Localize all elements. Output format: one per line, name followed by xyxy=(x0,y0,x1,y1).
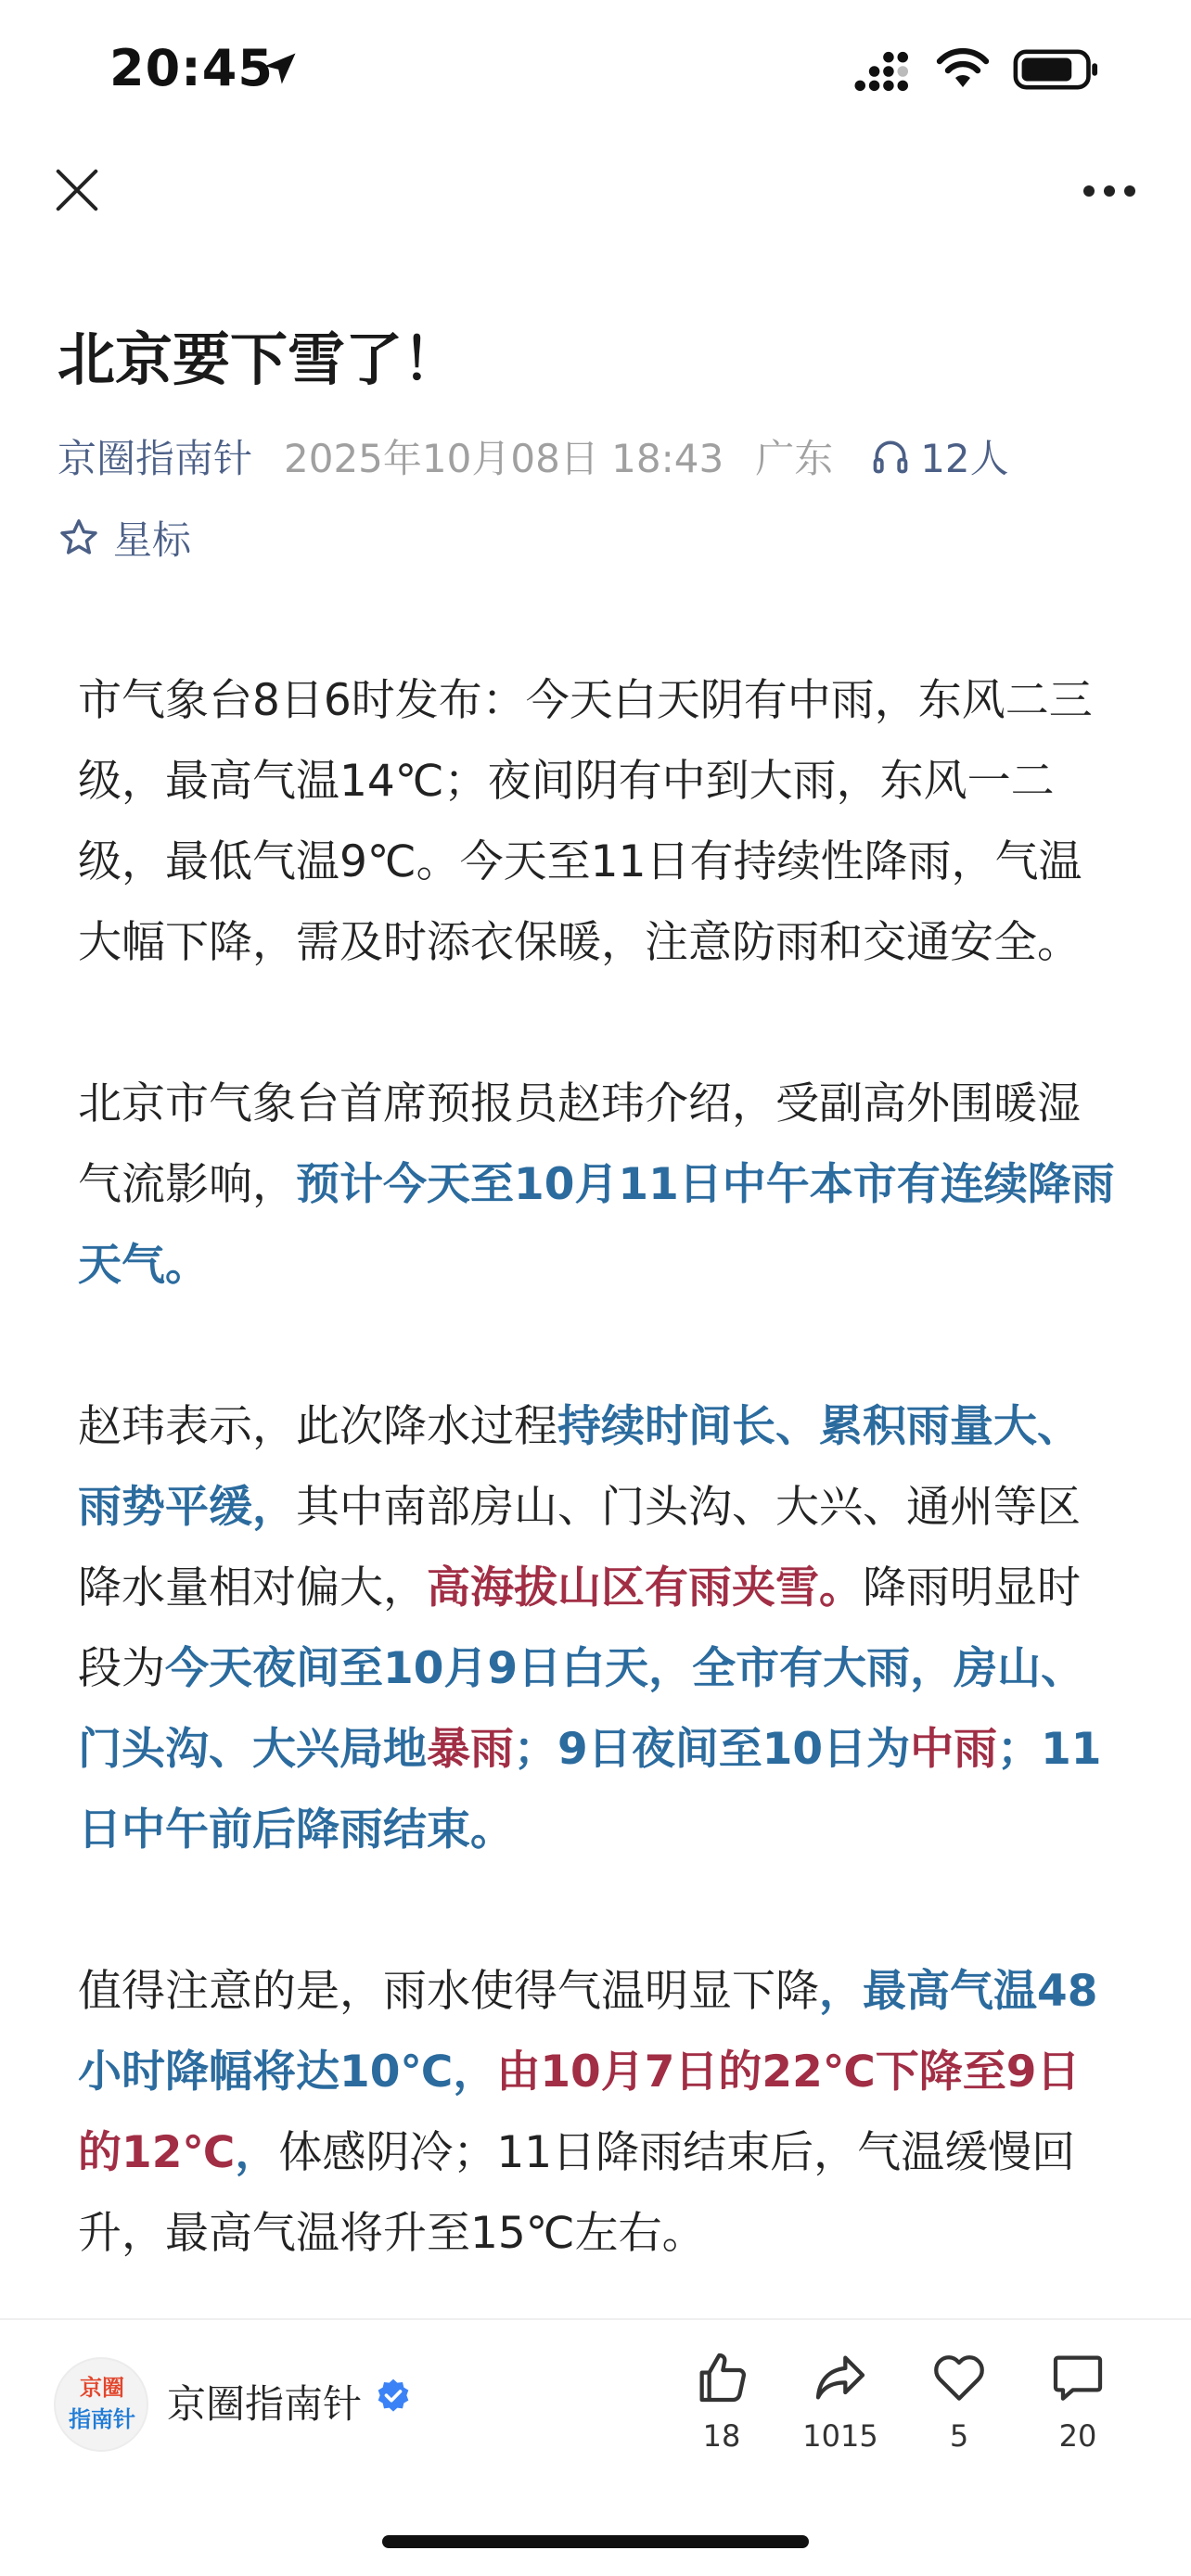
comment-count: 20 xyxy=(1058,2418,1097,2454)
headphones-icon xyxy=(870,436,911,477)
text-segment: 体感阴冷；11日降雨结束后，气温缓慢回升，最高气温将升至15℃左右。 xyxy=(78,2127,1076,2259)
avatar-logo-line2: 指南针 xyxy=(69,2406,135,2432)
text-segment: 其中南部房山、门头沟、大兴、通州等区降水量相对偏大， xyxy=(78,1482,1081,1613)
close-icon[interactable] xyxy=(52,165,102,215)
favorite-count: 5 xyxy=(949,2418,969,2454)
battery-icon xyxy=(1011,48,1100,91)
share-button[interactable] xyxy=(785,2348,896,2478)
listen-button[interactable] xyxy=(870,428,1008,484)
text-segment: 赵玮表示，此次降水过程 xyxy=(78,1401,557,1452)
highlighted-text: 预计今天至10月11日中午本市有连续降雨天气。 xyxy=(78,1159,1115,1291)
status-bar xyxy=(0,0,1191,139)
highlighted-text: 中雨 xyxy=(910,1724,998,1775)
article-paragraph xyxy=(78,1951,1117,2274)
article-body xyxy=(78,660,1117,2354)
highlighted-text: ，最高气温48小时降幅将达10℃， xyxy=(78,1966,1098,2098)
star-icon xyxy=(58,516,100,559)
comment-button[interactable] xyxy=(1022,2348,1133,2478)
highlighted-text: ， xyxy=(235,2127,279,2178)
highlighted-text: ；11日中午前后降雨结束。 xyxy=(78,1724,1102,1855)
article-title: 北京要下雪了！ xyxy=(58,325,461,393)
article-meta xyxy=(58,428,1009,484)
text-segment: 值得注意的是，雨水使得气温明显下降 xyxy=(78,1966,819,2017)
heart-icon xyxy=(929,2348,989,2407)
share-count: 1015 xyxy=(802,2418,878,2454)
status-time: 20:45 xyxy=(109,39,274,97)
highlighted-text: ；9日夜间至10日为 xyxy=(514,1724,911,1775)
article-paragraph xyxy=(78,1064,1117,1306)
article-paragraph xyxy=(78,660,1117,983)
cellular-signal-icon xyxy=(853,50,920,93)
publish-date: 2025年10月08日 18:43 xyxy=(284,436,724,481)
highlighted-text: 高海拔山区有雨夹雪。 xyxy=(427,1562,863,1613)
highlighted-text: 暴雨 xyxy=(427,1724,514,1775)
thumbs-up-icon xyxy=(692,2348,751,2407)
more-options-icon[interactable] xyxy=(1082,182,1137,200)
wifi-icon xyxy=(935,46,991,91)
like-button[interactable] xyxy=(666,2348,777,2478)
home-indicator xyxy=(382,2535,809,2548)
text-segment: 市气象台8日6时发布：今天白天阴有中雨，东风二三级，最高气温14℃；夜间阴有中到大雨，东风一二级，最低气温9℃。今天至11日有持续性降雨，气温大幅下降，需及时添衣保暖，注意防雨和交通安全。 xyxy=(78,675,1093,968)
verified-badge-icon xyxy=(375,2378,412,2415)
author-link[interactable]: 京圈指南针 xyxy=(58,436,253,481)
comment-icon xyxy=(1048,2348,1108,2407)
article-paragraph xyxy=(78,1386,1117,1870)
avatar[interactable] xyxy=(54,2357,148,2452)
star-button[interactable] xyxy=(58,510,191,566)
ip-region: 广东 xyxy=(755,436,834,481)
highlighted-text: 持续时间长、累积雨量大、雨势平缓， xyxy=(78,1401,1081,1533)
favorite-button[interactable] xyxy=(903,2348,1015,2478)
author-name[interactable]: 京圈指南针 xyxy=(167,2381,363,2427)
share-icon xyxy=(811,2348,870,2407)
like-count: 18 xyxy=(702,2418,741,2454)
star-label: 星标 xyxy=(113,517,192,563)
text-segment: 北京市气象台首席预报员赵玮介绍，受副高外围暖湿气流影响， xyxy=(78,1078,1081,1210)
text-segment: 降雨明显时段为 xyxy=(78,1562,1081,1694)
avatar-logo-line1: 京圈 xyxy=(80,2375,124,2401)
highlighted-text: 由10月7日的22℃下降至9日的12℃ xyxy=(78,2047,1081,2178)
listener-count: 12人 xyxy=(920,436,1009,481)
highlighted-text: 今天夜间至10月9日白天，全市有大雨，房山、门头沟、大兴局地 xyxy=(78,1643,1085,1775)
location-arrow-icon xyxy=(260,48,301,89)
